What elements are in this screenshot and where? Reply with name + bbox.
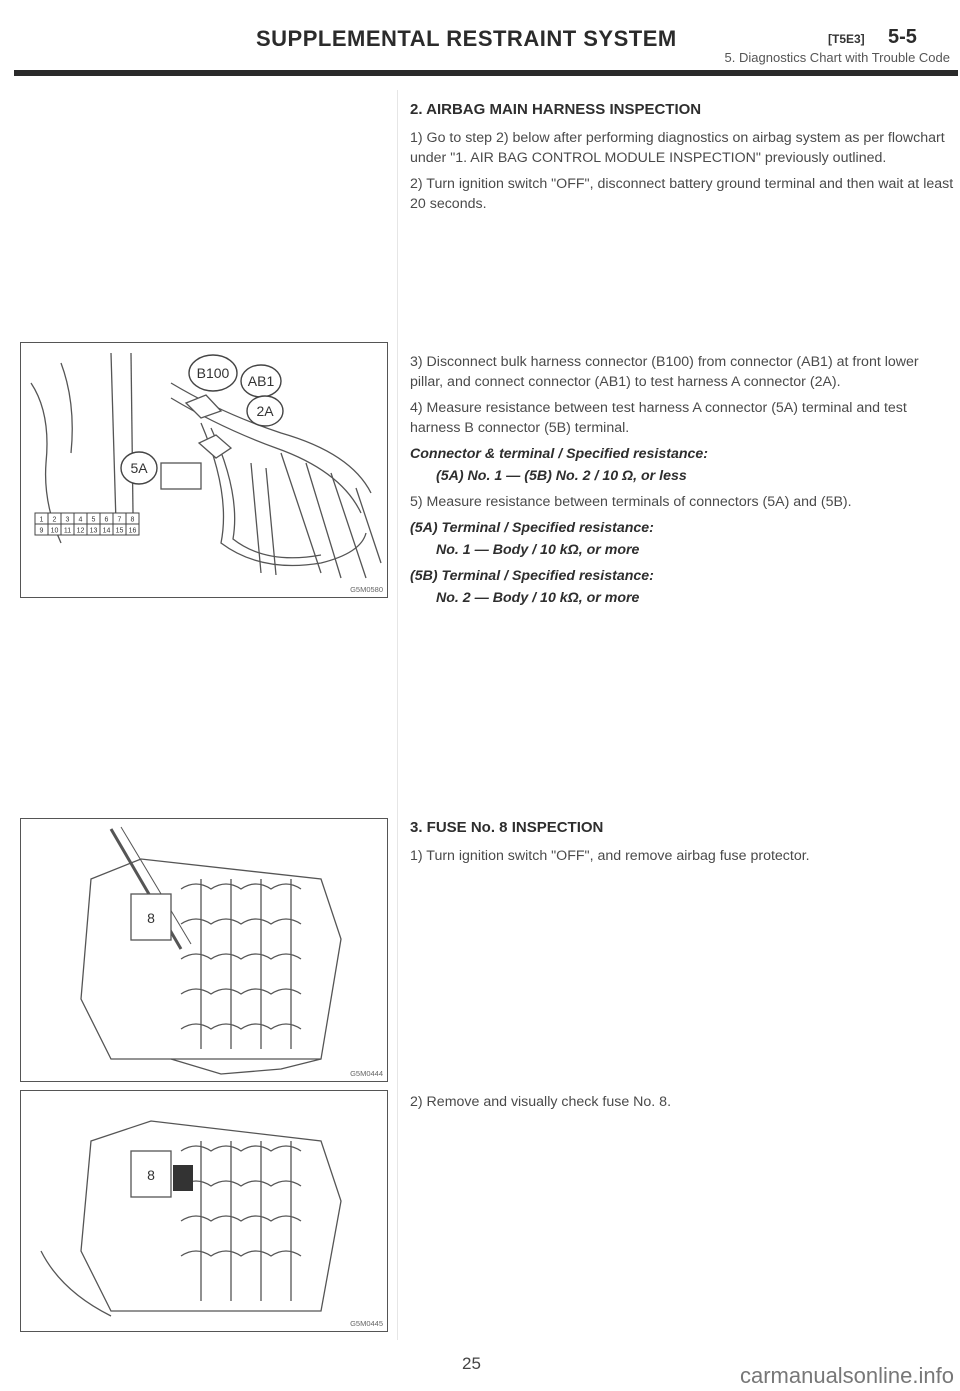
connector-pin-number: 8 (130, 516, 135, 524)
connector-pin-number: 12 (76, 527, 85, 535)
section2-step2: 2) Turn ignition switch "OFF", disconnect battery ground terminal and then wait at least 20 seconds. (410, 176, 954, 212)
section3-heading: 3. FUSE No. 8 INSPECTION (410, 819, 604, 836)
harness-illustration (21, 343, 387, 597)
section2-step3: 3) Disconnect bulk harness connector (B100) from connector (AB1) at front lower pillar, and connect connector (AB1) to test harness A connector (2A). (410, 354, 919, 390)
section2-procedure (410, 352, 955, 614)
spec1-value: (5A) No. 1 — (5B) No. 2 / 10 Ω, or less (436, 468, 687, 484)
connector-pin-number: 3 (65, 516, 70, 524)
section-code: [T5E3] (828, 32, 865, 46)
connector-pin-number: 13 (89, 527, 98, 535)
fuse-check-figure (20, 1090, 388, 1332)
harness-figure (20, 342, 388, 598)
spec2-title: (5A) Terminal / Specified resistance: (410, 520, 654, 536)
connector-pin-grid (35, 513, 139, 535)
page-subtitle: 5. Diagnostics Chart with Trouble Code (724, 50, 950, 65)
spec3-title: (5B) Terminal / Specified resistance: (410, 568, 654, 584)
section3-step2: 2) Remove and visually check fuse No. 8. (410, 1094, 672, 1110)
section3-step1: 1) Turn ignition switch "OFF", and remove airbag fuse protector. (410, 848, 810, 864)
section2-step1: 1) Go to step 2) below after performing diagnostics on airbag system as per flowchart under "1. AIR BAG CONTROL MODULE INSPECTION" previously outlined. (410, 130, 945, 166)
callout-ab1: AB1 (247, 373, 275, 389)
section3-intro (410, 818, 955, 872)
connector-pin-number: 10 (50, 527, 59, 535)
column-divider (397, 90, 398, 1340)
fuse-label-8: 8 (147, 910, 155, 926)
connector-pin-number: 15 (115, 527, 124, 535)
fuse-no8-icon (173, 1165, 193, 1191)
figure-code: G5M0444 (350, 1069, 383, 1078)
spec3-value: No. 2 — Body / 10 kΩ, or more (436, 590, 640, 606)
spec2-value: No. 1 — Body / 10 kΩ, or more (436, 542, 640, 558)
connector-pin-number: 1 (39, 516, 44, 524)
connector-pin-number: 14 (102, 527, 111, 535)
section2-heading: 2. AIRBAG MAIN HARNESS INSPECTION (410, 101, 702, 118)
fuse-box-figure (20, 818, 388, 1082)
section2-intro (410, 100, 955, 220)
connector-pin-number: 2 (52, 516, 57, 524)
connector-pin-number: 5 (91, 516, 96, 524)
fuse-label-8: 8 (147, 1167, 155, 1183)
page-reference: 5-5 (888, 26, 917, 48)
connector-pin-number: 11 (63, 527, 72, 535)
figure-code: G5M0580 (350, 585, 383, 594)
spec1-title: Connector & terminal / Specified resistance: (410, 446, 709, 462)
connector-pin-number: 9 (39, 527, 44, 535)
connector-pin-number: 6 (104, 516, 109, 524)
callout-b100: B100 (196, 365, 230, 381)
header-rule (14, 70, 958, 76)
section2-step5: 5) Measure resistance between terminals of connectors (5A) and (5B). (410, 494, 852, 510)
page-title: SUPPLEMENTAL RESTRAINT SYSTEM (256, 26, 677, 51)
figure-code: G5M0445 (350, 1319, 383, 1328)
connector-pin-number: 16 (128, 527, 137, 535)
section3-check (410, 1092, 955, 1118)
fuse-check-illustration (21, 1091, 387, 1331)
callout-2a: 2A (256, 403, 274, 419)
callout-5a: 5A (130, 460, 148, 476)
fuse-box-illustration (21, 819, 387, 1081)
connector-pin-number: 4 (78, 516, 83, 524)
watermark-text: carmanualsonline.info (739, 1363, 954, 1388)
section2-step4: 4) Measure resistance between test harness A connector (5A) terminal and test harness B connector (5B) terminal. (410, 400, 907, 436)
page-number: 25 (462, 1354, 481, 1373)
connector-pin-number: 7 (117, 516, 122, 524)
